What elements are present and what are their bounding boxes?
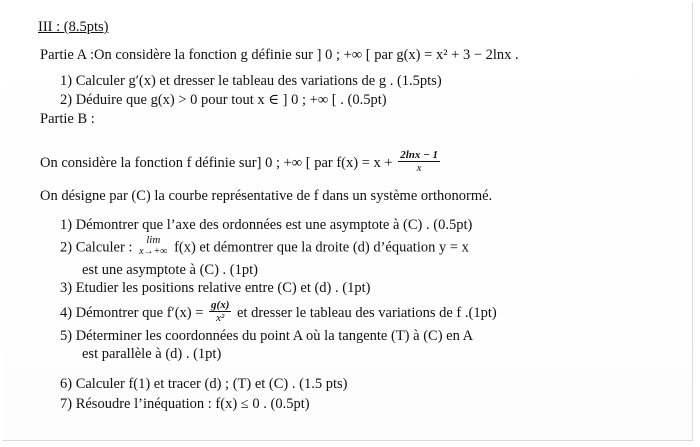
fdef-denominator: x — [416, 162, 422, 174]
item4-text: 4) Démontrer que f′(x) = — [60, 304, 204, 321]
limit-subscript: x→+∞ — [139, 246, 168, 257]
curve-designation: On désigne par (C) la courbe représentative de f dans un système orthonormé. — [40, 188, 493, 204]
part-b-item-5: 5) Déterminer les coordonnées du point A où la tangente (T) à (C) en A — [60, 328, 474, 344]
fdef-fraction — [398, 149, 440, 174]
derivative-numerator: g(x) — [211, 299, 230, 311]
part-a-item-2: 2) Déduire que g(x) > 0 pour tout x ∈ ] 0 ; +∞ [ . (0.5pt) — [60, 92, 387, 108]
part-b-item-7: 7) Résoudre l’inéquation : f(x) ≤ 0 . (0.5pt) — [60, 396, 310, 412]
part-b-item-6: 6) Calculer f(1) et tracer (d) ; (T) et (C) . (1.5 pts) — [60, 376, 348, 392]
part-b-label: Partie B : — [40, 111, 95, 127]
limit-expression — [139, 235, 167, 257]
derivative-denominator: x² — [216, 312, 225, 324]
item4-rest: et dresser le tableau des variations de f .(1pt) — [237, 304, 497, 321]
fdef-numerator: 2lnx − 1 — [400, 149, 439, 161]
part-b-item-4 — [60, 301, 497, 326]
exercise-title: III : (8.5pts) — [38, 19, 109, 35]
item2-rest: f(x) et démontrer que la droite (d) d’équation y = x — [174, 239, 469, 256]
part-b-item-3: 3) Etudier les positions relative entre (C) et (d) . (1pt) — [60, 280, 371, 296]
document-page — [2, 2, 693, 441]
part-b-item-1: 1) Démontrer que l’axe des ordonnées est une asymptote à (C) . (0.5pt) — [60, 217, 473, 233]
part-b-item-2 — [60, 234, 469, 259]
part-b-item-2-continuation: est une asymptote à (C) . (1pt) — [82, 262, 258, 278]
part-a-intro: Partie A :On considère la fonction g définie sur ] 0 ; +∞ [ par g(x) = x² + 3 − 2lnx . — [40, 47, 519, 63]
derivative-fraction — [209, 299, 231, 324]
function-f-definition — [40, 151, 442, 176]
part-b-item-5-continuation: est parallèle à (d) . (1pt) — [82, 346, 222, 362]
part-a-item-1: 1) Calculer g′(x) et dresser le tableau des variations de g . (1.5pts) — [60, 73, 442, 89]
limit-label: lim — [146, 234, 161, 246]
item2-text: 2) Calculer : — [60, 239, 133, 256]
fdef-text: On considère la fonction f définie sur] 0 ; +∞ [ par f(x) = x + — [40, 154, 393, 171]
